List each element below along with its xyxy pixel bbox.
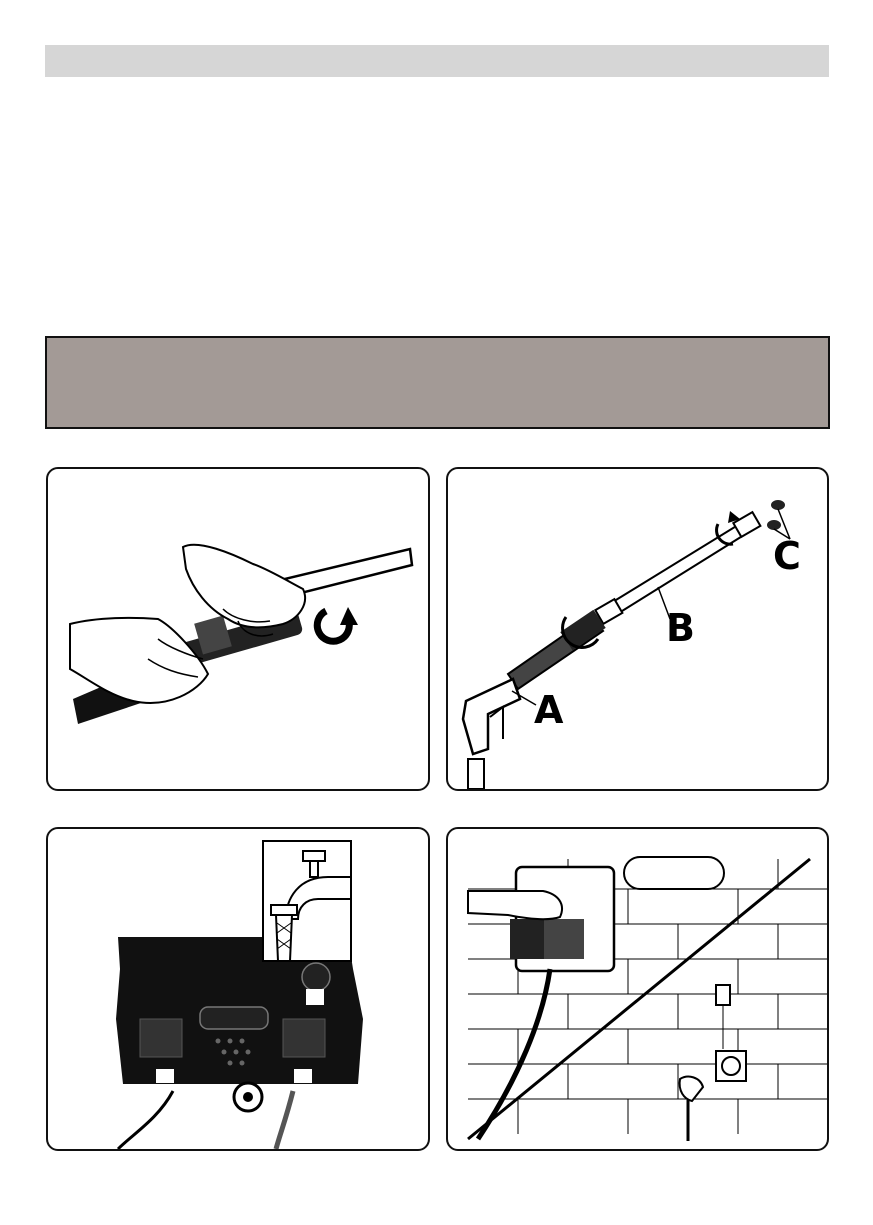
spray-gun-lance-icon <box>448 469 827 789</box>
figure-hose-wrench <box>46 467 430 791</box>
notice-box <box>45 336 830 429</box>
hands-wrench-hose-icon <box>48 469 428 789</box>
machine-water-tap-icon <box>48 829 428 1149</box>
label-b: B <box>666 606 695 650</box>
figure-gun-lance <box>446 467 829 791</box>
label-c: C <box>773 534 801 578</box>
figure-machine-tap <box>46 827 430 1151</box>
label-a: A <box>534 688 564 732</box>
wall-socket-plug-icon <box>448 829 827 1149</box>
figure-wall-socket <box>446 827 829 1151</box>
header-bar <box>45 45 829 77</box>
